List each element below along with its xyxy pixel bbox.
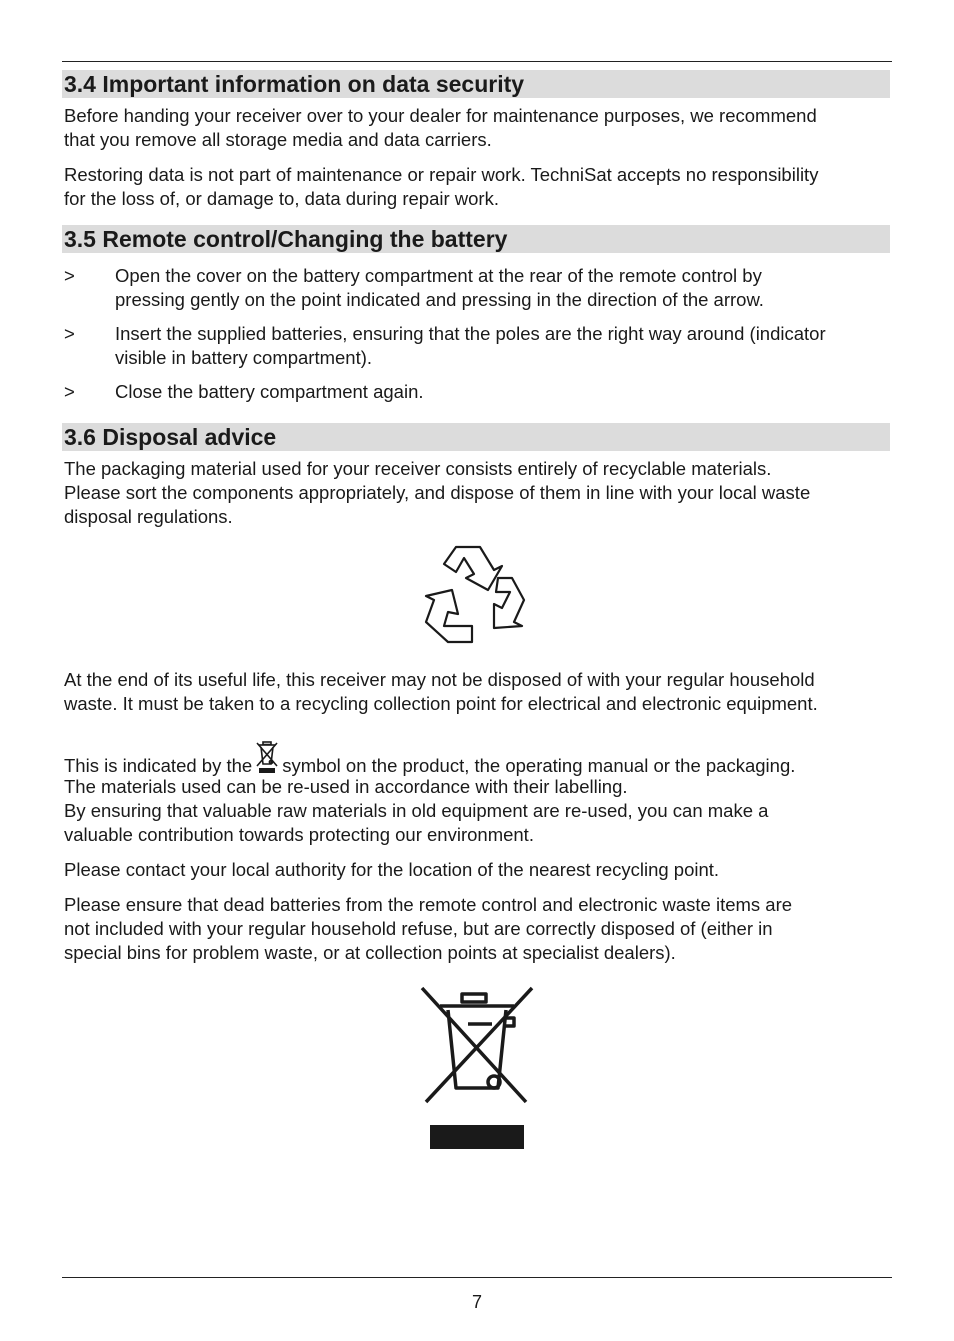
disposal-paragraph-6: Please ensure that dead batteries from the remote control and electronic waste items are not included with your regular household refuse, but are correctly disposed of (either in special bins for problem waste, or at collection points at specialist dealers). (64, 894, 793, 963)
disposal-paragraph-5: Please contact your local authority for the location of the nearest recycling point. (64, 859, 720, 880)
bullet-marker: > (64, 323, 75, 344)
disposal-paragraph-1: The packaging material used for your receiver consists entirely of recyclable materials. Please sort the components appropriately, and dispose of them in line with your local waste disposal regulations. (64, 458, 811, 527)
recycle-icon (418, 542, 532, 650)
bullet-text: Close the battery compartment again. (115, 381, 424, 402)
crossed-bin-icon (418, 984, 536, 1154)
disposal-paragraph-3 (64, 740, 892, 778)
crossed-bin-icon (254, 740, 280, 776)
bullet-marker: > (64, 265, 75, 286)
bullet-text: Insert the supplied batteries, ensuring that the poles are the right way around (indicator visible in battery compartment). (115, 323, 826, 368)
bottom-rule (62, 1277, 892, 1278)
data-security-paragraph-2: Restoring data is not part of maintenance or repair work. TechniSat accepts no responsibility for the loss of, or damage to, data during repair work. (64, 164, 819, 209)
page-number: 7 (471, 1292, 482, 1312)
disposal-paragraph-2: At the end of its useful life, this receiver may not be disposed of with your regular household waste. It must be taken to a recycling collection point for electrical and electronic equipment. (64, 669, 818, 714)
symbol-sentence-start: This is indicated by the (64, 755, 253, 776)
bullet-marker: > (64, 381, 75, 402)
disposal-paragraph-4: The materials used can be re-used in accordance with their labelling. By ensuring that valuable raw materials in old equipment are re-used, you can make a valuable contribution towards protecting our environment. (64, 776, 769, 845)
top-rule (62, 61, 892, 62)
data-security-paragraph-1: Before handing your receiver over to your dealer for maintenance purposes, we recommend that you remove all storage media and data carriers. (64, 105, 817, 150)
heading-remote-battery: 3.5 Remote control/Changing the battery (62, 225, 890, 253)
heading-data-security: 3.4 Important information on data security (62, 70, 890, 98)
bullet-text: Open the cover on the battery compartment at the rear of the remote control by pressing gently on the point indicated and pressing in the direction of the arrow. (115, 265, 764, 310)
symbol-sentence-end: symbol on the product, the operating manual or the packaging. (282, 755, 796, 776)
heading-disposal-advice: 3.6 Disposal advice (62, 423, 890, 451)
